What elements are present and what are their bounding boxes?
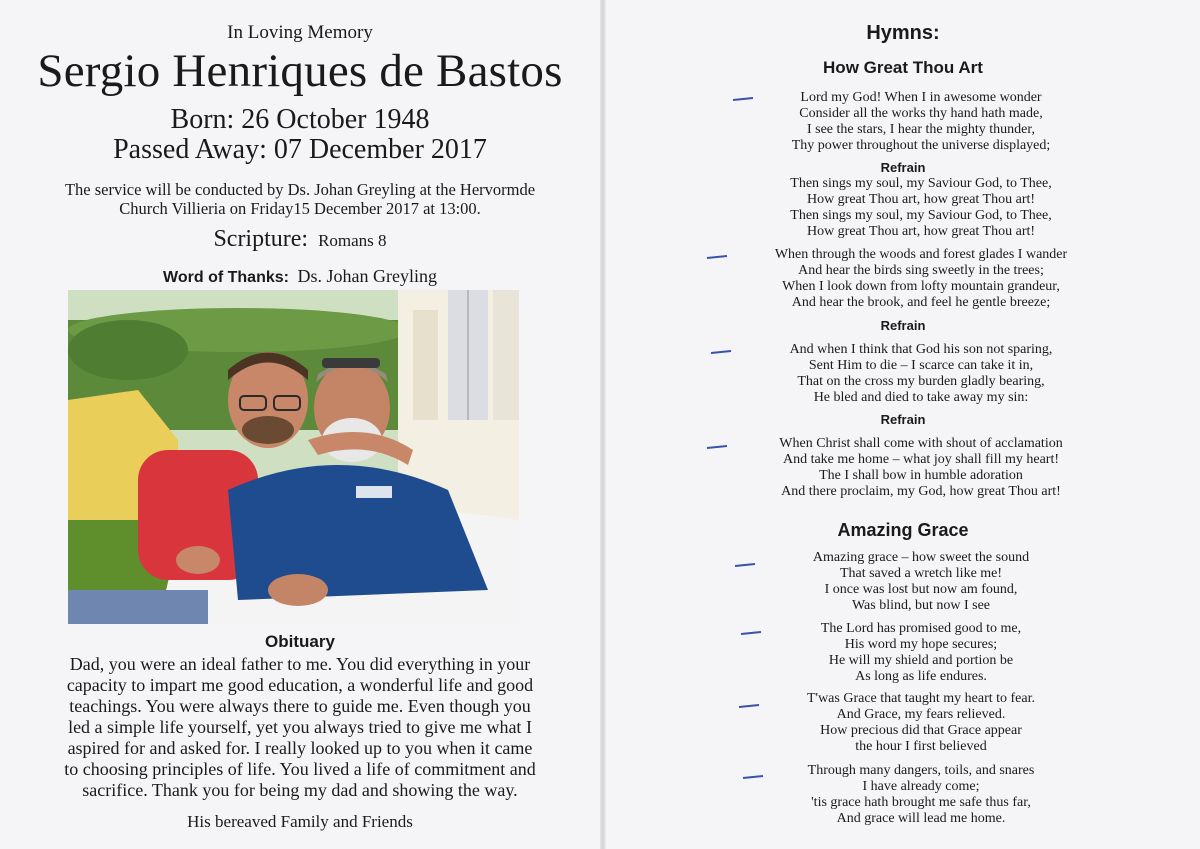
hymn-line: That on the cross my burden gladly bearing, xyxy=(797,374,1045,389)
hymn-line: As long as life endures. xyxy=(855,669,987,684)
obituary-line: teachings. You were always there to guide me. Even though you xyxy=(69,696,531,716)
hymn-line: That saved a wretch like me! xyxy=(839,566,1003,581)
hymn-line: Amazing grace – how sweet the sound xyxy=(812,550,1030,565)
hymn-line: And there proclaim, my God, how great Thou art! xyxy=(781,484,1061,499)
hymn-line: He will my shield and portion be xyxy=(828,653,1014,668)
hymn-line: How great Thou art, how great Thou art! xyxy=(806,192,1036,207)
hymn-line: How precious did that Grace appear xyxy=(820,723,1022,738)
hymn-line: Through many dangers, toils, and snares xyxy=(807,763,1035,778)
scripture-value: Romans 8 xyxy=(318,231,387,250)
hymn2-stanza2 xyxy=(686,621,1156,685)
hymn-line: the hour I first believed xyxy=(855,739,987,754)
hymn1-stanza2 xyxy=(686,247,1156,311)
obituary-line: sacrifice. Thank you for being my dad and showing the way. xyxy=(82,780,518,800)
hymn-line: Consider all the works thy hand hath made, xyxy=(799,106,1043,121)
born-line xyxy=(0,104,600,136)
hymn-line: And grace will lead me home. xyxy=(836,811,1006,826)
obituary-text xyxy=(22,654,578,801)
hymn1-stanza4 xyxy=(686,436,1156,500)
obituary-line: capacity to impart me good education, a wonderful life and good xyxy=(66,675,534,695)
hymn-line: When through the woods and forest glades I wander xyxy=(774,247,1068,262)
hymn-line: Was blind, but now I see xyxy=(851,598,991,613)
hymn-title-amazing-grace: Amazing Grace xyxy=(837,520,969,540)
hymns-heading: Hymns: xyxy=(866,22,940,44)
hymn-line: And hear the brook, and feel he gentle breeze; xyxy=(791,295,1051,310)
hymn-line: I see the stars, I hear the mighty thunder, xyxy=(806,122,1036,137)
hymn1-stanza1 xyxy=(686,90,1156,154)
hymn-line: Then sings my soul, my Saviour God, to Thee, xyxy=(790,208,1052,223)
hymn-line: I have already come; xyxy=(862,779,980,794)
hymn-line: Then sings my soul, my Saviour God, to Thee, xyxy=(790,176,1052,191)
hymn-line: And when I think that God his son not sparing, xyxy=(789,342,1053,357)
refrain-label: Refrain xyxy=(880,318,926,333)
hymn-line: I once was lost but now am found, xyxy=(824,582,1018,597)
right-page xyxy=(606,0,1200,849)
in-loving-memory: In Loving Memory xyxy=(227,22,373,43)
born-date: 26 October 1948 xyxy=(241,104,430,135)
scripture-label: Scripture: xyxy=(213,226,309,252)
thanks-label: Word of Thanks: xyxy=(163,269,289,286)
hymn-line: When Christ shall come with shout of acclamation xyxy=(779,436,1063,451)
service-details xyxy=(40,180,560,218)
hymn2-stanza4 xyxy=(686,763,1156,827)
refrain-label: Refrain xyxy=(880,412,926,427)
thanks-value: Ds. Johan Greyling xyxy=(297,266,437,286)
passed-line xyxy=(0,134,600,166)
hymn-line: He bled and died to take away my sin: xyxy=(813,390,1029,405)
hymn-line: And take me home – what joy shall fill my heart! xyxy=(782,452,1060,467)
hymn-line: 'tis grace hath brought me safe thus far, xyxy=(811,795,1031,810)
refrain-label: Refrain xyxy=(880,160,926,175)
passed-date: 07 December 2017 xyxy=(273,134,487,165)
passed-label: Passed Away: xyxy=(113,134,267,165)
hymn-title-how-great: How Great Thou Art xyxy=(823,58,983,77)
hymn-line: And hear the birds sing sweetly in the trees; xyxy=(798,263,1044,278)
hymn-line: T'was Grace that taught my heart to fear. xyxy=(807,691,1035,706)
service-line: The service will be conducted by Ds. Johan Greyling at the Hervormde xyxy=(64,180,536,199)
hymn2-stanza1 xyxy=(686,550,1156,614)
hymn-line: The Lord has promised good to me, xyxy=(820,621,1022,636)
family-photo xyxy=(68,290,519,624)
deceased-name: Sergio Henriques de Bastos xyxy=(37,45,563,97)
hymn-line: His word my hope secures; xyxy=(844,637,998,652)
word-of-thanks xyxy=(0,266,600,287)
hymn-line: And Grace, my fears relieved. xyxy=(836,707,1006,722)
signoff: His bereaved Family and Friends xyxy=(187,812,413,831)
hymn2-stanza3 xyxy=(686,691,1156,755)
obituary-line: led a simple life yourself, yet you always tried to give me what I xyxy=(68,717,532,737)
hymn1-refrain xyxy=(686,176,1156,240)
hymn-line: Lord my God! When I in awesome wonder xyxy=(800,90,1042,105)
hymn1-stanza3 xyxy=(686,342,1156,406)
hymn-line: When I look down from lofty mountain grandeur, xyxy=(782,279,1060,294)
hymn-line: How great Thou art, how great Thou art! xyxy=(806,224,1036,239)
hymn-line: Thy power throughout the universe displayed; xyxy=(791,138,1051,153)
scripture xyxy=(0,226,600,253)
obituary-title: Obituary xyxy=(265,632,335,651)
obituary-line: Dad, you were an ideal father to me. You did everything in your xyxy=(69,654,531,674)
service-line: Church Villieria on Friday15 December 2017 at 13:00. xyxy=(119,199,481,218)
hymn-line: Sent Him to die – I scarce can take it in, xyxy=(808,358,1034,373)
born-label: Born: xyxy=(170,104,235,135)
obituary-line: aspired for and asked for. I really looked up to you when it came xyxy=(67,738,533,758)
obituary-line: to choosing principles of life. You lived a life of commitment and xyxy=(64,759,536,779)
hymn-line: The I shall bow in humble adoration xyxy=(819,468,1023,483)
